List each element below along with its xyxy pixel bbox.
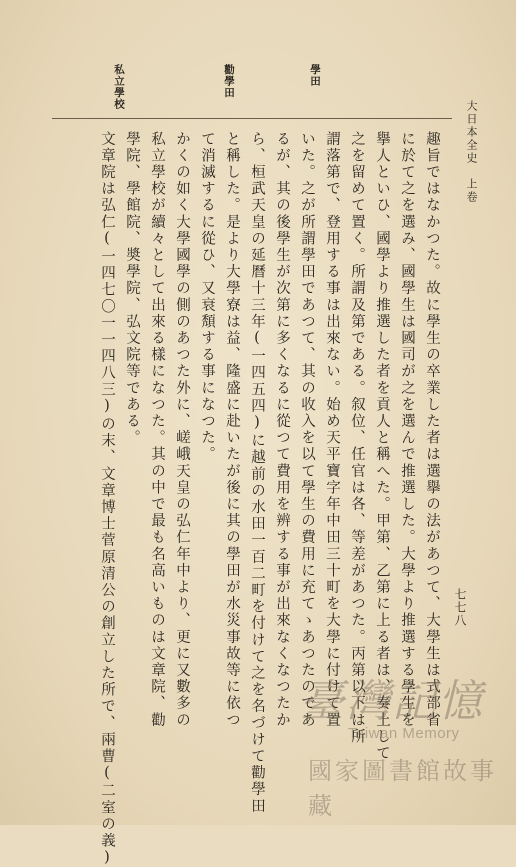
text-column-12: 私立學校が續々として出來る樣になつた。其の中で最も名高いものは文章院、勸 <box>149 131 165 729</box>
watermark-foot: 國家圖書館故事藏 <box>308 757 497 820</box>
running-head: 大日本全史 上卷 <box>465 100 478 204</box>
text-column-3: 擧人といひ、國學より推選した者を貢人と稱へた。甲第、乙第に上る者は、奏上して <box>374 131 390 762</box>
page-number: 七七八 <box>453 588 467 627</box>
text-column-4: 之を留めて置く。所謂及第である。叙位、任官は各、等差があつた。丙第以下は所 <box>349 131 365 746</box>
text-column-7: るが、其の後學生が次第に多くなるに從つて費用を辨する事が出來なくなつたか <box>274 131 290 729</box>
text-column-14: 文章院は弘仁(一四七〇一一四八三)の末、文章博士菅原清公の創立した所で、兩曹(二室の義) <box>99 131 115 867</box>
text-column-6: いた。之が所謂學田であつて、其の收入を以て學生の費用に充てゝあつたのであ <box>299 131 315 729</box>
side-note-kangakuden: 勸學田 <box>223 64 235 99</box>
text-column-1: 趣旨ではなかつた。故に學生の卒業した者は選擧の法があつて、大學生は式部省 <box>424 131 440 729</box>
text-column-2: に於て之を選み、國學生は國司が之を選んで推選した。大學より推選する學生を <box>399 131 415 729</box>
side-note-gakuden: 學田 <box>309 64 321 87</box>
side-note-private-school: 私立學校 <box>113 64 125 110</box>
text-column-10: て消滅するに從ひ、又衰頽する事になつた。 <box>199 131 215 463</box>
text-column-11: かくの如く大學國學の側のあつた外に、嵯峨天皇の弘仁年中より、更に又數多の <box>174 131 190 729</box>
text-column-9: と稱した。是より大學寮は益、隆盛に赴いたが後に其の學田が水災事故等に依つ <box>224 131 240 729</box>
watermark-sub: Taiwan Memory <box>348 725 460 742</box>
watermark <box>300 665 510 820</box>
text-column-13: 學院、學館院、奬學院、弘文院等である。 <box>124 131 140 447</box>
text-column-8: ら、桓武天皇の延曆十三年(一四五四)に越前の水田一百二町を付けて之を名づけて勸學田 <box>249 131 265 815</box>
text-column-5: 謂落第で、登用する事は出來ない。始め天平寶字年中田三十町を大學に付けて置 <box>324 131 340 729</box>
header-rule <box>52 118 452 119</box>
watermark-main: 臺灣記憶 <box>300 676 484 727</box>
